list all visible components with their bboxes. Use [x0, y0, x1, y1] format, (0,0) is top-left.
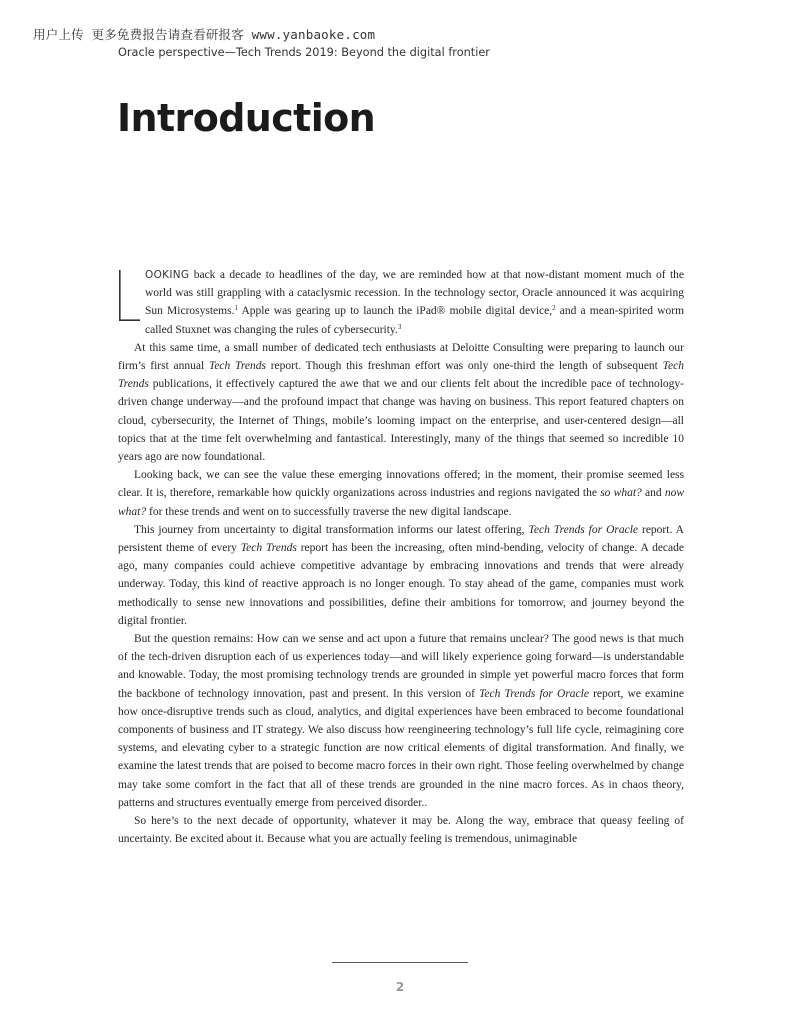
paragraph-5: But the question remains: How can we sense and act upon a future that remains unclear? The good news is that much of the tech-driven disruption each of us experiences today—and will likely experience going forward—is understandable and knowable. Today, the most promising technology trends are grounded in simple yet powerful macro forces that form the backbone of technology innovation, past and present. In this version of Tech Trends for Oracle report, we examine how once-disruptive trends such as cloud, analytics, and digital experiences have been embraced to become foundational components of business and IT strategy. We also discuss how reengineering technology’s full life cycle, reimagining core systems, and elevating cyber to a strategic function are now critical elements of digital transformation. And finally, we examine the latest trends that are poised to become macro forces in their own right. Those feeling overwhelmed by change may take some comfort in the fact that all of these trends are grounded in the nine macro forces. As in chaos theory, patterns and structures eventually emerge from perceived disorder..: [118, 633, 684, 809]
lead-caps: OOKING: [145, 269, 190, 281]
paragraph-1: OOKING back a decade to headlines of the day, we are reminded how at that now-distant moment much of the world was still grappling with a cataclysmic recession. In the technology sector, Oracle announced it was acquiring Sun Microsystems.$^1$ Apple was gearing up to launch the iPad® mobile digital device,$^2$ and a mean-spirited worm called Stuxnet was changing the rules of cybersecurity.$^3$: [118, 266, 684, 339]
dropcap: [118, 270, 141, 322]
page-title: Introduction: [117, 96, 376, 140]
paragraph-4: This journey from uncertainty to digital transformation informs our latest offering, Tech Trends for Oracle report. A persistent theme of every Tech Trends report has been the increasing, often mind-bending, velocity of change. A decade ago, many companies could achieve competitive advantage by embracing innovations and trends that were already underway. Today, this kind of reactive approach is no longer enough. To stay ahead of the game, companies must work methodically to sense new innovations and possibilities, define their ambitions for tomorrow, and journey beyond the digital frontier.: [118, 523, 684, 627]
footnote-ref: 2: [552, 304, 556, 313]
paragraph-2: At this same time, a small number of dedicated tech enthusiasts at Deloitte Consulting were preparing to launch our firm’s first annual Tech Trends report. Though this freshman effort was only one-third the length of subsequent Tech Trends publications, it effectively captured the awe that we and our clients felt about the incredible pace of technology-driven change underway—and the profound impact that change was having on business. This report featured chapters on cloud, cybersecurity, the Internet of Things, mobile’s looming impact on the enterprise, and user-centered design—all topics that at the time felt overwhelming and fantastical. Interestingly, many of the things that seemed so incredible 10 years ago are now foundational.: [118, 341, 684, 464]
page-number: 2: [395, 980, 405, 994]
paragraph-3: Looking back, we can see the value these emerging innovations offered; in the moment, their promise seemed less clear. It is, therefore, remarkable how quickly organizations across industries and regions navigated the so what? and now what? for these trends and went on to successfully traverse the new digital landscape.: [118, 469, 685, 518]
running-header: Oracle perspective—Tech Trends 2019: Beyond the digital frontier: [118, 46, 490, 59]
dropcap-letter-graphic: [118, 270, 141, 322]
footnote-ref: 1: [234, 304, 238, 313]
article-body: [118, 266, 684, 849]
footnote-ref: 3: [397, 322, 402, 331]
watermark: 用户上传 更多免费报告请查看研报客 www.yanbaoke.com: [33, 27, 376, 42]
footer-rule: [332, 962, 468, 963]
paragraph-6: So here’s to the next decade of opportunity, whatever it may be. Along the way, embrace that queasy feeling of uncertainty. Be excited about it. Because what you are actually feeling is tremendous, unimaginable: [118, 815, 684, 846]
